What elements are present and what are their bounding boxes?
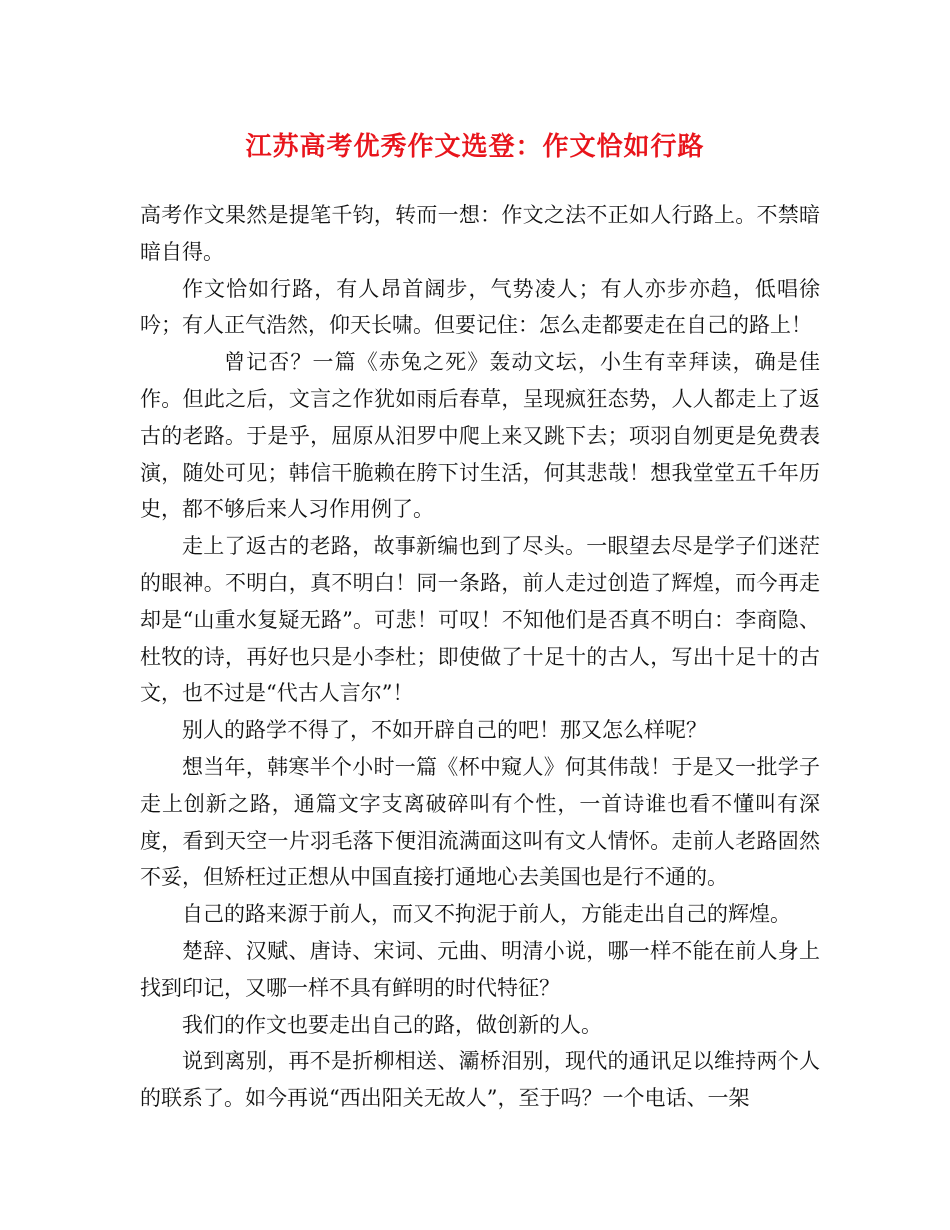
paragraph-6: 想当年，韩寒半个小时一篇《杯中窥人》何其伟哉！于是又一批学子走上创新之路，通篇文字支离破碎叫有个性，一首诗谁也看不懂叫有深度，看到天空一片羽毛落下便泪流满面这叫有文人情怀。走前人老路固然不妥，但矫枉过正想从中国直接打通地心去美国也是行不通的。: [140, 754, 820, 890]
paragraph-1: 高考作文果然是提笔千钧，转而一想：作文之法不正如人行路上。不禁暗暗自得。: [140, 203, 820, 264]
paragraph-9: 我们的作文也要走出自己的路，做创新的人。: [182, 1012, 602, 1037]
paragraph-4: 走上了返古的老路，故事新编也到了尽头。一眼望去尽是学子们迷茫的眼神。不明白，真不明白！同一条路，前人走过创造了辉煌，而今再走却是“山重水复疑无路”。可悲！可叹！不知他们是否真不明白：李商隐、杜牧的诗，再好也只是小李杜；即使做了十足十的古人，写出十足十的古文，也不过是“代古人言尔”！: [140, 534, 820, 706]
paragraph-2: 作文恰如行路，有人昂首阔步，气势凌人；有人亦步亦趋，低唱徐吟；有人正气浩然，仰天长啸。但要记住：怎么走都要走在自己的路上！: [140, 276, 820, 338]
document-body: [140, 197, 820, 1117]
paragraph-8: 楚辞、汉赋、唐诗、宋词、元曲、明清小说，哪一样不能在前人身上找到印记，又哪一样不具有鲜明的时代特征？: [140, 938, 820, 1000]
paragraph-7: 自己的路来源于前人，而又不拘泥于前人，方能走出自己的辉煌。: [182, 902, 791, 927]
paragraph-3: 曾记否？一篇《赤兔之死》轰动文坛，小生有幸拜读，确是佳作。但此之后，文言之作犹如雨后春草，呈现疯狂态势，人人都走上了返古的老路。于是乎，屈原从汨罗中爬上来又跳下去；项羽自刎更是免费表演，随处可见；韩信干脆赖在胯下讨生活，何其悲哉！想我堂堂五千年历史，都不够后来人习作用例了。: [140, 350, 820, 522]
paragraph-5: 别人的路学不得了，不如开辟自己的吧！那又怎么样呢？: [182, 718, 707, 743]
document-title: 江苏高考优秀作文选登：作文恰如行路: [245, 132, 705, 162]
paragraph-10: 说到离别，再不是折柳相送、灞桥泪别，现代的通讯足以维持两个人的联系了。如今再说“西出阳关无故人”，至于吗？一个电话、一架: [140, 1049, 820, 1111]
